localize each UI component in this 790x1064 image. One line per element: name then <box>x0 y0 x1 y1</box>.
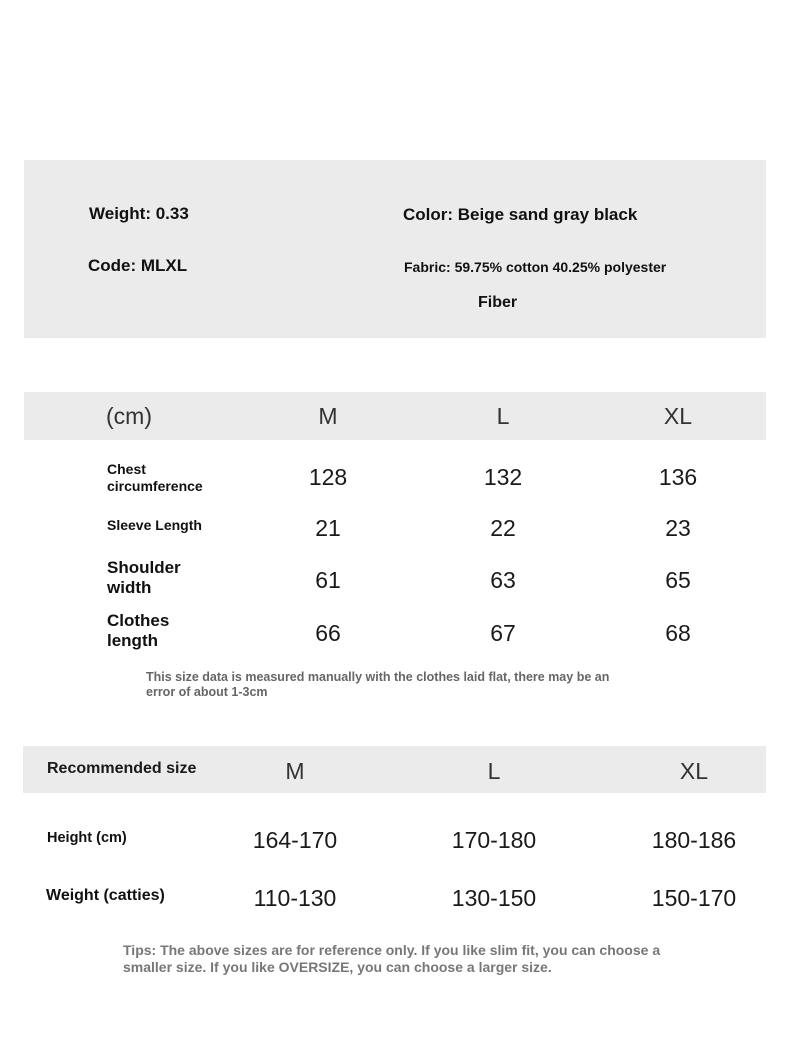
recommended-label: Recommended size <box>47 760 197 777</box>
fabric-text: Fabric: 59.75% cotton 40.25% polyester <box>404 259 667 275</box>
weight-text: Weight: 0.33 <box>89 204 189 223</box>
height-xl: 180-186 <box>651 827 737 853</box>
chest-m: 128 <box>308 464 348 490</box>
length-l: 67 <box>490 620 516 646</box>
shoulder-m: 61 <box>315 567 341 593</box>
row-label-length: Clothes length <box>107 611 170 650</box>
height-m: 164-170 <box>252 827 338 853</box>
weight-l: 130-150 <box>451 885 537 911</box>
height-l: 170-180 <box>451 827 537 853</box>
size-col-xl: XL <box>663 403 693 429</box>
size-col-m: M <box>318 403 338 429</box>
row-label-sleeve: Sleeve Length <box>107 517 202 533</box>
rec-col-m: M <box>285 758 305 784</box>
unit-label: (cm) <box>106 403 152 429</box>
length-xl: 68 <box>665 620 691 646</box>
sleeve-l: 22 <box>490 515 516 541</box>
weight-m: 110-130 <box>253 885 337 911</box>
row-label-weight: Weight (catties) <box>46 887 165 904</box>
sleeve-xl: 23 <box>665 515 691 541</box>
shoulder-xl: 65 <box>665 567 691 593</box>
color-text: Color: Beige sand gray black <box>403 205 638 224</box>
row-label-chest: Chest circumference <box>107 461 203 494</box>
length-m: 66 <box>315 620 341 646</box>
shoulder-l: 63 <box>490 567 516 593</box>
rec-col-xl: XL <box>679 758 709 784</box>
weight-xl: 150-170 <box>651 885 737 911</box>
sleeve-m: 21 <box>315 515 341 541</box>
chest-l: 132 <box>483 464 523 490</box>
product-info-panel <box>24 160 766 338</box>
row-label-shoulder: Shoulder width <box>107 558 181 597</box>
row-label-height: Height (cm) <box>47 830 127 846</box>
code-text: Code: MLXL <box>88 256 188 275</box>
rec-col-l: L <box>487 758 501 784</box>
measurement-note: This size data is measured manually with the clothes laid flat, there may be an error of about 1-3cm <box>146 670 610 699</box>
fabric-text-line2: Fiber <box>478 294 518 311</box>
chest-xl: 136 <box>658 464 698 490</box>
size-col-l: L <box>496 403 510 429</box>
size-tips: Tips: The above sizes are for reference only. If you like slim fit, you can choose a smaller size. If you like OVERSIZE, you can choose a larger size. <box>123 942 661 975</box>
